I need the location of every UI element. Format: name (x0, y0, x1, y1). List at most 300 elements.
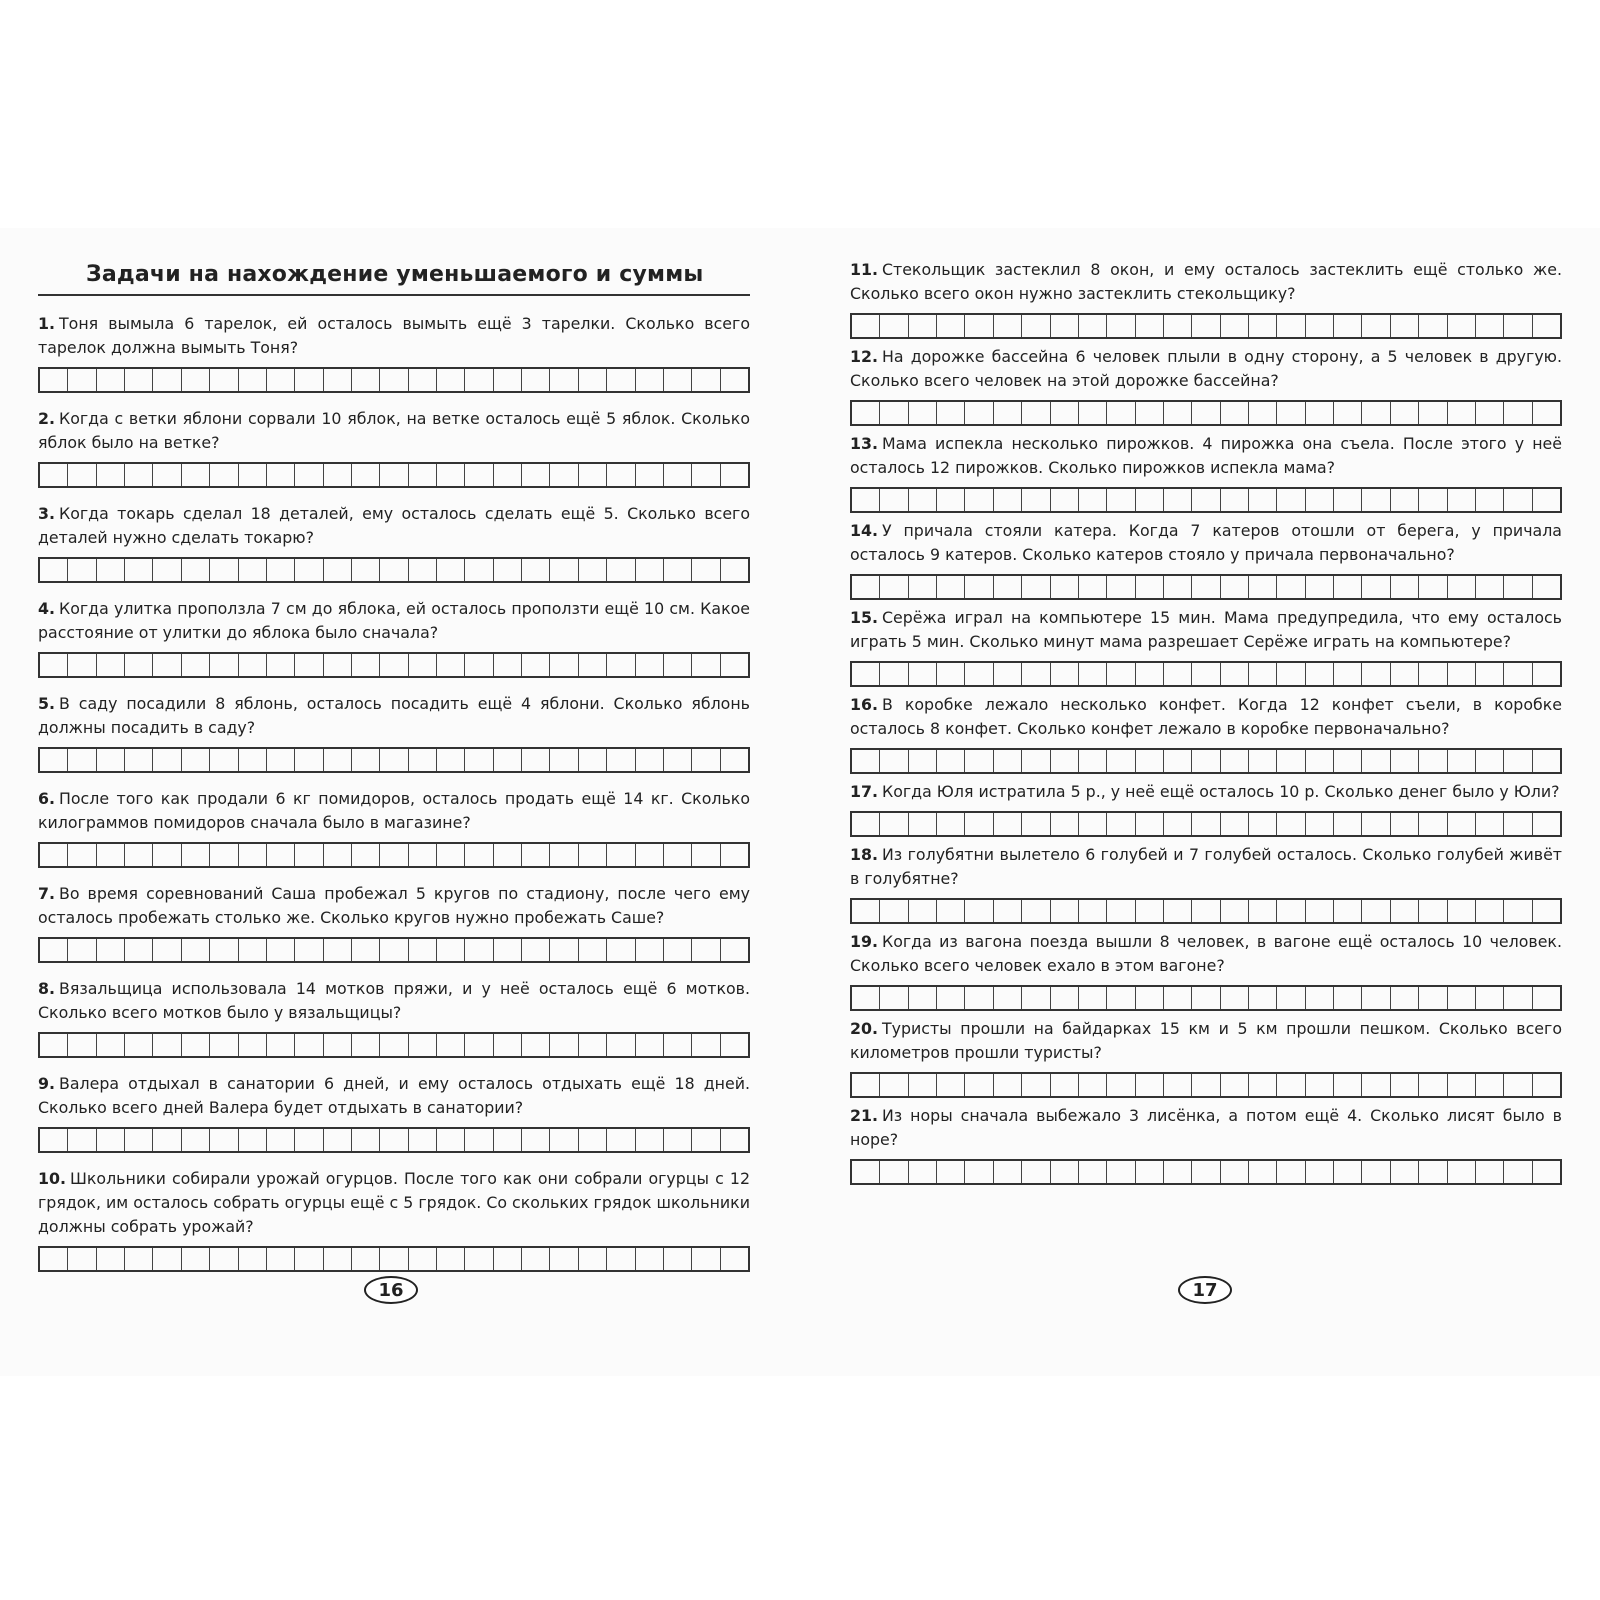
answer-cell[interactable] (465, 464, 493, 486)
answer-cell[interactable] (1051, 315, 1079, 337)
answer-cell[interactable] (210, 1034, 238, 1056)
answer-cell[interactable] (909, 489, 937, 511)
answer-cell[interactable] (1277, 663, 1305, 685)
answer-cell[interactable] (239, 939, 267, 961)
answer-cell[interactable] (1051, 576, 1079, 598)
answer-cell[interactable] (494, 939, 522, 961)
answer-cell[interactable] (607, 1034, 635, 1056)
answer-cell[interactable] (550, 464, 578, 486)
answer-cell[interactable] (210, 1248, 238, 1270)
answer-cell[interactable] (1079, 402, 1107, 424)
answer-cell[interactable] (239, 369, 267, 391)
answer-cell[interactable] (1476, 489, 1504, 511)
answer-cell[interactable] (994, 987, 1022, 1009)
answer-cell[interactable] (1164, 315, 1192, 337)
answer-cell[interactable] (324, 1248, 352, 1270)
answer-cell[interactable] (965, 576, 993, 598)
answer-cell[interactable] (352, 939, 380, 961)
answer-cell[interactable] (125, 1248, 153, 1270)
answer-cell[interactable] (1419, 987, 1447, 1009)
answer-grid[interactable] (850, 985, 1562, 1011)
answer-cell[interactable] (607, 654, 635, 676)
answer-cell[interactable] (153, 1129, 181, 1151)
answer-cell[interactable] (1419, 750, 1447, 772)
answer-cell[interactable] (607, 749, 635, 771)
answer-cell[interactable] (352, 559, 380, 581)
answer-cell[interactable] (68, 464, 96, 486)
answer-cell[interactable] (267, 464, 295, 486)
answer-cell[interactable] (1079, 813, 1107, 835)
answer-cell[interactable] (1079, 900, 1107, 922)
answer-cell[interactable] (664, 464, 692, 486)
answer-cell[interactable] (1221, 1074, 1249, 1096)
answer-cell[interactable] (210, 369, 238, 391)
answer-cell[interactable] (1022, 1074, 1050, 1096)
answer-cell[interactable] (494, 559, 522, 581)
answer-cell[interactable] (1277, 987, 1305, 1009)
answer-cell[interactable] (40, 1248, 68, 1270)
answer-cell[interactable] (1419, 576, 1447, 598)
answer-cell[interactable] (1079, 1074, 1107, 1096)
answer-cell[interactable] (721, 464, 748, 486)
answer-cell[interactable] (267, 654, 295, 676)
answer-cell[interactable] (1107, 489, 1135, 511)
answer-cell[interactable] (465, 749, 493, 771)
answer-cell[interactable] (1221, 315, 1249, 337)
answer-cell[interactable] (965, 1161, 993, 1183)
answer-cell[interactable] (295, 654, 323, 676)
answer-cell[interactable] (1107, 576, 1135, 598)
answer-cell[interactable] (1164, 1074, 1192, 1096)
answer-cell[interactable] (40, 654, 68, 676)
answer-cell[interactable] (937, 663, 965, 685)
answer-cell[interactable] (636, 464, 664, 486)
answer-cell[interactable] (852, 1161, 880, 1183)
answer-cell[interactable] (1277, 900, 1305, 922)
answer-cell[interactable] (852, 315, 880, 337)
answer-cell[interactable] (40, 1129, 68, 1151)
answer-cell[interactable] (1391, 900, 1419, 922)
answer-cell[interactable] (1533, 576, 1560, 598)
answer-cell[interactable] (1533, 987, 1560, 1009)
answer-cell[interactable] (210, 464, 238, 486)
answer-cell[interactable] (1419, 1074, 1447, 1096)
answer-cell[interactable] (1391, 663, 1419, 685)
answer-cell[interactable] (380, 464, 408, 486)
answer-cell[interactable] (1476, 1074, 1504, 1096)
answer-cell[interactable] (267, 1034, 295, 1056)
answer-cell[interactable] (380, 749, 408, 771)
answer-cell[interactable] (295, 369, 323, 391)
answer-cell[interactable] (295, 464, 323, 486)
answer-cell[interactable] (1504, 1161, 1532, 1183)
answer-cell[interactable] (937, 1074, 965, 1096)
answer-cell[interactable] (1221, 489, 1249, 511)
answer-cell[interactable] (1022, 900, 1050, 922)
answer-cell[interactable] (1419, 315, 1447, 337)
answer-cell[interactable] (1362, 576, 1390, 598)
answer-cell[interactable] (1249, 663, 1277, 685)
answer-cell[interactable] (909, 576, 937, 598)
answer-cell[interactable] (692, 1129, 720, 1151)
answer-cell[interactable] (579, 939, 607, 961)
answer-cell[interactable] (721, 844, 748, 866)
answer-cell[interactable] (210, 749, 238, 771)
answer-cell[interactable] (1221, 402, 1249, 424)
answer-cell[interactable] (852, 987, 880, 1009)
answer-cell[interactable] (1022, 813, 1050, 835)
answer-cell[interactable] (994, 750, 1022, 772)
answer-cell[interactable] (97, 749, 125, 771)
answer-cell[interactable] (550, 369, 578, 391)
answer-cell[interactable] (1391, 315, 1419, 337)
answer-cell[interactable] (937, 750, 965, 772)
answer-cell[interactable] (125, 559, 153, 581)
answer-cell[interactable] (1448, 1161, 1476, 1183)
answer-cell[interactable] (1391, 489, 1419, 511)
answer-cell[interactable] (880, 1074, 908, 1096)
answer-cell[interactable] (1362, 402, 1390, 424)
answer-cell[interactable] (409, 1248, 437, 1270)
answer-cell[interactable] (994, 1161, 1022, 1183)
answer-cell[interactable] (880, 489, 908, 511)
answer-cell[interactable] (40, 464, 68, 486)
answer-cell[interactable] (550, 749, 578, 771)
answer-cell[interactable] (1504, 402, 1532, 424)
answer-cell[interactable] (1164, 750, 1192, 772)
answer-cell[interactable] (68, 749, 96, 771)
answer-cell[interactable] (937, 489, 965, 511)
answer-cell[interactable] (239, 844, 267, 866)
answer-cell[interactable] (409, 749, 437, 771)
answer-cell[interactable] (210, 1129, 238, 1151)
answer-grid[interactable] (850, 811, 1562, 837)
answer-cell[interactable] (636, 559, 664, 581)
answer-cell[interactable] (324, 1034, 352, 1056)
answer-cell[interactable] (937, 900, 965, 922)
answer-cell[interactable] (380, 1034, 408, 1056)
answer-cell[interactable] (409, 369, 437, 391)
answer-cell[interactable] (1306, 402, 1334, 424)
answer-cell[interactable] (97, 939, 125, 961)
answer-grid[interactable] (850, 313, 1562, 339)
answer-grid[interactable] (850, 748, 1562, 774)
answer-cell[interactable] (352, 1129, 380, 1151)
answer-cell[interactable] (1249, 402, 1277, 424)
answer-cell[interactable] (522, 749, 550, 771)
answer-cell[interactable] (579, 1248, 607, 1270)
answer-cell[interactable] (68, 369, 96, 391)
answer-cell[interactable] (852, 402, 880, 424)
answer-grid[interactable] (38, 842, 750, 868)
answer-cell[interactable] (522, 1248, 550, 1270)
answer-cell[interactable] (352, 844, 380, 866)
answer-cell[interactable] (1334, 663, 1362, 685)
answer-cell[interactable] (1391, 750, 1419, 772)
answer-grid[interactable] (38, 937, 750, 963)
answer-cell[interactable] (380, 844, 408, 866)
answer-grid[interactable] (850, 898, 1562, 924)
answer-cell[interactable] (1051, 900, 1079, 922)
answer-cell[interactable] (1221, 663, 1249, 685)
answer-cell[interactable] (1533, 750, 1560, 772)
answer-cell[interactable] (607, 939, 635, 961)
answer-cell[interactable] (909, 900, 937, 922)
answer-cell[interactable] (324, 464, 352, 486)
answer-cell[interactable] (1051, 489, 1079, 511)
answer-cell[interactable] (324, 369, 352, 391)
answer-cell[interactable] (324, 1129, 352, 1151)
answer-cell[interactable] (409, 1129, 437, 1151)
answer-cell[interactable] (636, 1034, 664, 1056)
answer-cell[interactable] (1192, 987, 1220, 1009)
answer-cell[interactable] (295, 1248, 323, 1270)
answer-cell[interactable] (1476, 576, 1504, 598)
answer-cell[interactable] (437, 844, 465, 866)
answer-cell[interactable] (880, 750, 908, 772)
answer-cell[interactable] (1306, 1074, 1334, 1096)
answer-cell[interactable] (1221, 576, 1249, 598)
answer-cell[interactable] (522, 1034, 550, 1056)
answer-cell[interactable] (1391, 813, 1419, 835)
answer-cell[interactable] (1533, 813, 1560, 835)
answer-cell[interactable] (153, 369, 181, 391)
answer-cell[interactable] (1221, 987, 1249, 1009)
answer-cell[interactable] (880, 987, 908, 1009)
answer-cell[interactable] (937, 576, 965, 598)
answer-cell[interactable] (1107, 900, 1135, 922)
answer-cell[interactable] (664, 369, 692, 391)
answer-cell[interactable] (579, 369, 607, 391)
answer-cell[interactable] (664, 654, 692, 676)
answer-cell[interactable] (607, 369, 635, 391)
answer-cell[interactable] (494, 369, 522, 391)
answer-cell[interactable] (1249, 489, 1277, 511)
answer-cell[interactable] (1136, 663, 1164, 685)
answer-cell[interactable] (607, 844, 635, 866)
answer-cell[interactable] (1362, 1074, 1390, 1096)
answer-cell[interactable] (239, 1129, 267, 1151)
answer-cell[interactable] (295, 1129, 323, 1151)
answer-cell[interactable] (1107, 402, 1135, 424)
answer-cell[interactable] (1164, 489, 1192, 511)
answer-cell[interactable] (437, 749, 465, 771)
answer-cell[interactable] (1192, 663, 1220, 685)
answer-cell[interactable] (636, 1248, 664, 1270)
answer-cell[interactable] (721, 749, 748, 771)
answer-cell[interactable] (880, 813, 908, 835)
answer-cell[interactable] (210, 844, 238, 866)
answer-cell[interactable] (1362, 663, 1390, 685)
answer-cell[interactable] (465, 1129, 493, 1151)
answer-cell[interactable] (1192, 1074, 1220, 1096)
answer-cell[interactable] (1419, 402, 1447, 424)
answer-cell[interactable] (1334, 489, 1362, 511)
answer-cell[interactable] (579, 1034, 607, 1056)
answer-grid[interactable] (38, 367, 750, 393)
answer-cell[interactable] (40, 369, 68, 391)
answer-cell[interactable] (1249, 1161, 1277, 1183)
answer-cell[interactable] (153, 464, 181, 486)
answer-cell[interactable] (1107, 315, 1135, 337)
answer-cell[interactable] (909, 1161, 937, 1183)
answer-cell[interactable] (1249, 576, 1277, 598)
answer-grid[interactable] (38, 1127, 750, 1153)
answer-cell[interactable] (1192, 576, 1220, 598)
answer-cell[interactable] (125, 749, 153, 771)
answer-cell[interactable] (239, 1034, 267, 1056)
answer-cell[interactable] (97, 654, 125, 676)
answer-cell[interactable] (1221, 813, 1249, 835)
answer-cell[interactable] (664, 559, 692, 581)
answer-cell[interactable] (909, 813, 937, 835)
answer-cell[interactable] (994, 813, 1022, 835)
answer-cell[interactable] (1362, 1161, 1390, 1183)
answer-cell[interactable] (1448, 489, 1476, 511)
answer-cell[interactable] (1136, 576, 1164, 598)
answer-cell[interactable] (1334, 900, 1362, 922)
answer-cell[interactable] (409, 844, 437, 866)
answer-cell[interactable] (579, 844, 607, 866)
answer-cell[interactable] (1504, 489, 1532, 511)
answer-cell[interactable] (380, 559, 408, 581)
answer-cell[interactable] (1022, 489, 1050, 511)
answer-cell[interactable] (636, 939, 664, 961)
answer-cell[interactable] (1249, 750, 1277, 772)
answer-cell[interactable] (324, 749, 352, 771)
answer-cell[interactable] (324, 844, 352, 866)
answer-cell[interactable] (239, 464, 267, 486)
answer-cell[interactable] (267, 369, 295, 391)
answer-cell[interactable] (965, 663, 993, 685)
answer-cell[interactable] (267, 1129, 295, 1151)
answer-cell[interactable] (909, 402, 937, 424)
answer-cell[interactable] (852, 813, 880, 835)
answer-cell[interactable] (1136, 1074, 1164, 1096)
answer-cell[interactable] (1362, 987, 1390, 1009)
answer-cell[interactable] (1334, 576, 1362, 598)
answer-grid[interactable] (850, 400, 1562, 426)
answer-cell[interactable] (1448, 750, 1476, 772)
answer-cell[interactable] (965, 987, 993, 1009)
answer-cell[interactable] (607, 559, 635, 581)
answer-cell[interactable] (125, 1129, 153, 1151)
answer-cell[interactable] (994, 900, 1022, 922)
answer-cell[interactable] (1391, 987, 1419, 1009)
answer-cell[interactable] (437, 369, 465, 391)
answer-cell[interactable] (437, 559, 465, 581)
answer-cell[interactable] (1277, 813, 1305, 835)
answer-cell[interactable] (636, 1129, 664, 1151)
answer-cell[interactable] (1476, 750, 1504, 772)
answer-cell[interactable] (210, 939, 238, 961)
answer-cell[interactable] (1107, 1161, 1135, 1183)
answer-cell[interactable] (182, 654, 210, 676)
answer-cell[interactable] (125, 464, 153, 486)
answer-cell[interactable] (1476, 813, 1504, 835)
answer-cell[interactable] (437, 1248, 465, 1270)
answer-cell[interactable] (324, 559, 352, 581)
answer-cell[interactable] (97, 369, 125, 391)
answer-cell[interactable] (380, 654, 408, 676)
answer-cell[interactable] (636, 749, 664, 771)
answer-cell[interactable] (380, 1129, 408, 1151)
answer-cell[interactable] (1136, 900, 1164, 922)
answer-cell[interactable] (437, 1034, 465, 1056)
answer-cell[interactable] (1277, 750, 1305, 772)
answer-grid[interactable] (38, 1246, 750, 1272)
answer-cell[interactable] (352, 1248, 380, 1270)
answer-cell[interactable] (636, 654, 664, 676)
answer-cell[interactable] (494, 464, 522, 486)
answer-cell[interactable] (1249, 315, 1277, 337)
answer-cell[interactable] (1448, 663, 1476, 685)
answer-cell[interactable] (550, 654, 578, 676)
answer-cell[interactable] (1476, 663, 1504, 685)
answer-cell[interactable] (267, 749, 295, 771)
answer-cell[interactable] (97, 1034, 125, 1056)
answer-cell[interactable] (1051, 750, 1079, 772)
answer-cell[interactable] (1277, 315, 1305, 337)
answer-cell[interactable] (1419, 1161, 1447, 1183)
answer-cell[interactable] (1476, 987, 1504, 1009)
answer-cell[interactable] (1448, 987, 1476, 1009)
answer-cell[interactable] (1051, 663, 1079, 685)
answer-cell[interactable] (182, 844, 210, 866)
answer-cell[interactable] (1533, 1161, 1560, 1183)
answer-cell[interactable] (465, 1034, 493, 1056)
answer-cell[interactable] (97, 1248, 125, 1270)
answer-cell[interactable] (721, 559, 748, 581)
answer-cell[interactable] (465, 369, 493, 391)
answer-cell[interactable] (68, 1034, 96, 1056)
answer-cell[interactable] (852, 663, 880, 685)
answer-cell[interactable] (965, 900, 993, 922)
answer-cell[interactable] (852, 1074, 880, 1096)
answer-cell[interactable] (1306, 900, 1334, 922)
answer-cell[interactable] (1136, 402, 1164, 424)
answer-cell[interactable] (437, 654, 465, 676)
answer-cell[interactable] (125, 1034, 153, 1056)
answer-cell[interactable] (1164, 663, 1192, 685)
answer-cell[interactable] (1448, 813, 1476, 835)
answer-cell[interactable] (1192, 489, 1220, 511)
answer-cell[interactable] (1136, 987, 1164, 1009)
answer-cell[interactable] (994, 315, 1022, 337)
answer-cell[interactable] (1504, 663, 1532, 685)
answer-cell[interactable] (380, 939, 408, 961)
answer-cell[interactable] (437, 939, 465, 961)
answer-cell[interactable] (1192, 1161, 1220, 1183)
answer-cell[interactable] (692, 1248, 720, 1270)
answer-cell[interactable] (965, 750, 993, 772)
answer-grid[interactable] (38, 652, 750, 678)
answer-cell[interactable] (1419, 900, 1447, 922)
answer-cell[interactable] (1391, 402, 1419, 424)
answer-grid[interactable] (38, 747, 750, 773)
answer-cell[interactable] (1277, 402, 1305, 424)
answer-cell[interactable] (40, 749, 68, 771)
answer-cell[interactable] (1107, 987, 1135, 1009)
answer-cell[interactable] (909, 1074, 937, 1096)
answer-cell[interactable] (295, 559, 323, 581)
answer-cell[interactable] (465, 559, 493, 581)
answer-cell[interactable] (295, 844, 323, 866)
answer-cell[interactable] (153, 1034, 181, 1056)
answer-cell[interactable] (1079, 1161, 1107, 1183)
answer-cell[interactable] (125, 939, 153, 961)
answer-cell[interactable] (182, 1129, 210, 1151)
